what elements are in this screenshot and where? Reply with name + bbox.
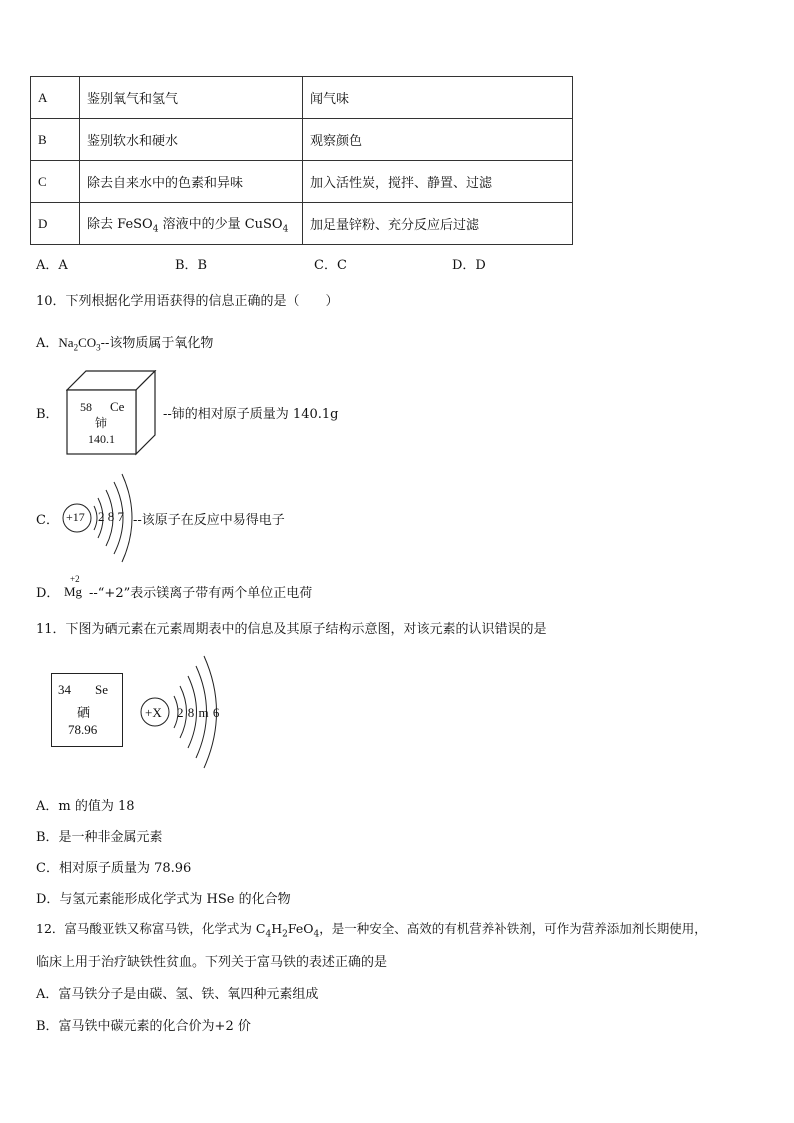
purpose-text-prefix: 除去 FeSO <box>87 216 153 232</box>
se-nucleus-charge: +X <box>145 705 162 720</box>
q11-option-b[interactable]: B．是一种非金属元素 <box>36 830 163 845</box>
q12-stem-line1: 12．富马酸亚铁又称富马铁，化学式为 $C_4H_2FeO_4$，是一种安全、高效的有机营养补铁剂，可作为营养添加剂长期使用， <box>36 921 707 940</box>
table-row <box>31 119 573 161</box>
ce-name: 铈 <box>95 416 108 430</box>
q10-option-b-label[interactable]: B． <box>36 407 59 422</box>
q11-option-a[interactable]: A．m 的值为 18 <box>36 799 135 814</box>
q11-option-d[interactable]: D．与氢元素能形成化学式为 HSe 的化合物 <box>36 892 291 907</box>
q10-option-d-label[interactable]: D． <box>36 586 60 601</box>
option-text: --该物质属于氧化物 <box>100 336 214 351</box>
ce-atomic-number: 58 <box>80 400 92 414</box>
option-letter: D <box>31 203 80 245</box>
se-electron-shells: 2 8 m 6 <box>177 705 220 720</box>
mg-symbol: Mg <box>64 584 83 599</box>
q9-options-table <box>30 76 573 245</box>
q10-option-b-text: --铈的相对原子质量为 140.1g <box>163 407 339 422</box>
experiment-method: 观察颜色 <box>303 119 573 161</box>
subscript: 4 <box>152 224 159 235</box>
q9-choice-b[interactable]: B．B <box>175 258 208 273</box>
q10-option-d-text: --“+2”表示镁离子带有两个单位正电荷 <box>89 586 313 601</box>
q11-stem: 11．下图为硒元素在元素周期表中的信息及其原子结构示意图，对该元素的认识错误的是 <box>36 622 547 637</box>
experiment-method: 加足量锌粉、充分反应后过滤 <box>303 203 573 245</box>
purpose-text-mid: 溶液中的少量 CuSO <box>158 216 283 232</box>
table-row <box>31 203 573 245</box>
se-atomic-mass: 78.96 <box>68 722 98 737</box>
se-name: 硒 <box>77 706 91 721</box>
q12-stem-line2: 临床上用于治疗缺铁性贫血。下列关于富马铁的表述正确的是 <box>36 955 388 970</box>
cl-nucleus-charge: +17 <box>66 510 85 524</box>
q10-stem: 10．下列根据化学用语获得的信息正确的是（ ） <box>36 294 339 309</box>
mg-valence-superscript: +2 <box>70 574 80 584</box>
option-letter: B <box>31 119 80 161</box>
option-letter: C <box>31 161 80 203</box>
q9-choice-a[interactable]: A．A <box>36 258 68 273</box>
option-label: A． <box>36 336 59 351</box>
table-row <box>31 77 573 119</box>
experiment-method: 加入活性炭，搅拌、静置、过滤 <box>303 161 573 203</box>
q10-option-c-text: --该原子在反应中易得电子 <box>133 513 285 528</box>
option-letter: A <box>31 77 80 119</box>
cl-electron-shells: 2 8 7 <box>98 509 124 524</box>
q9-choice-c[interactable]: C．C <box>314 258 347 273</box>
formula-na2co3: $Na_2CO_3$ <box>58 335 101 353</box>
experiment-purpose: 鉴别软水和硬水 <box>80 119 303 161</box>
experiment-purpose: 鉴别氧气和氢气 <box>80 77 303 119</box>
experiment-purpose <box>80 203 303 245</box>
q10-option-a[interactable] <box>36 332 213 353</box>
ce-symbol: Ce <box>110 399 125 414</box>
table-row <box>31 161 573 203</box>
q12-option-a[interactable]: A．富马铁分子是由碳、氢、铁、氧四种元素组成 <box>36 987 319 1002</box>
ce-atomic-mass: 140.1 <box>88 432 115 446</box>
se-atomic-number: 34 <box>58 682 71 697</box>
experiment-method: 闻气味 <box>303 77 573 119</box>
q9-choice-d[interactable]: D．D <box>452 258 486 273</box>
se-symbol: Se <box>95 682 108 697</box>
q12-option-b[interactable]: B．富马铁中碳元素的化合价为+2 价 <box>36 1019 251 1034</box>
q10-option-c-label[interactable]: C． <box>36 513 59 528</box>
experiment-purpose: 除去自来水中的色素和异味 <box>80 161 303 203</box>
subscript: 4 <box>282 224 289 235</box>
q11-option-c[interactable]: C．相对原子质量为 78.96 <box>36 861 192 876</box>
